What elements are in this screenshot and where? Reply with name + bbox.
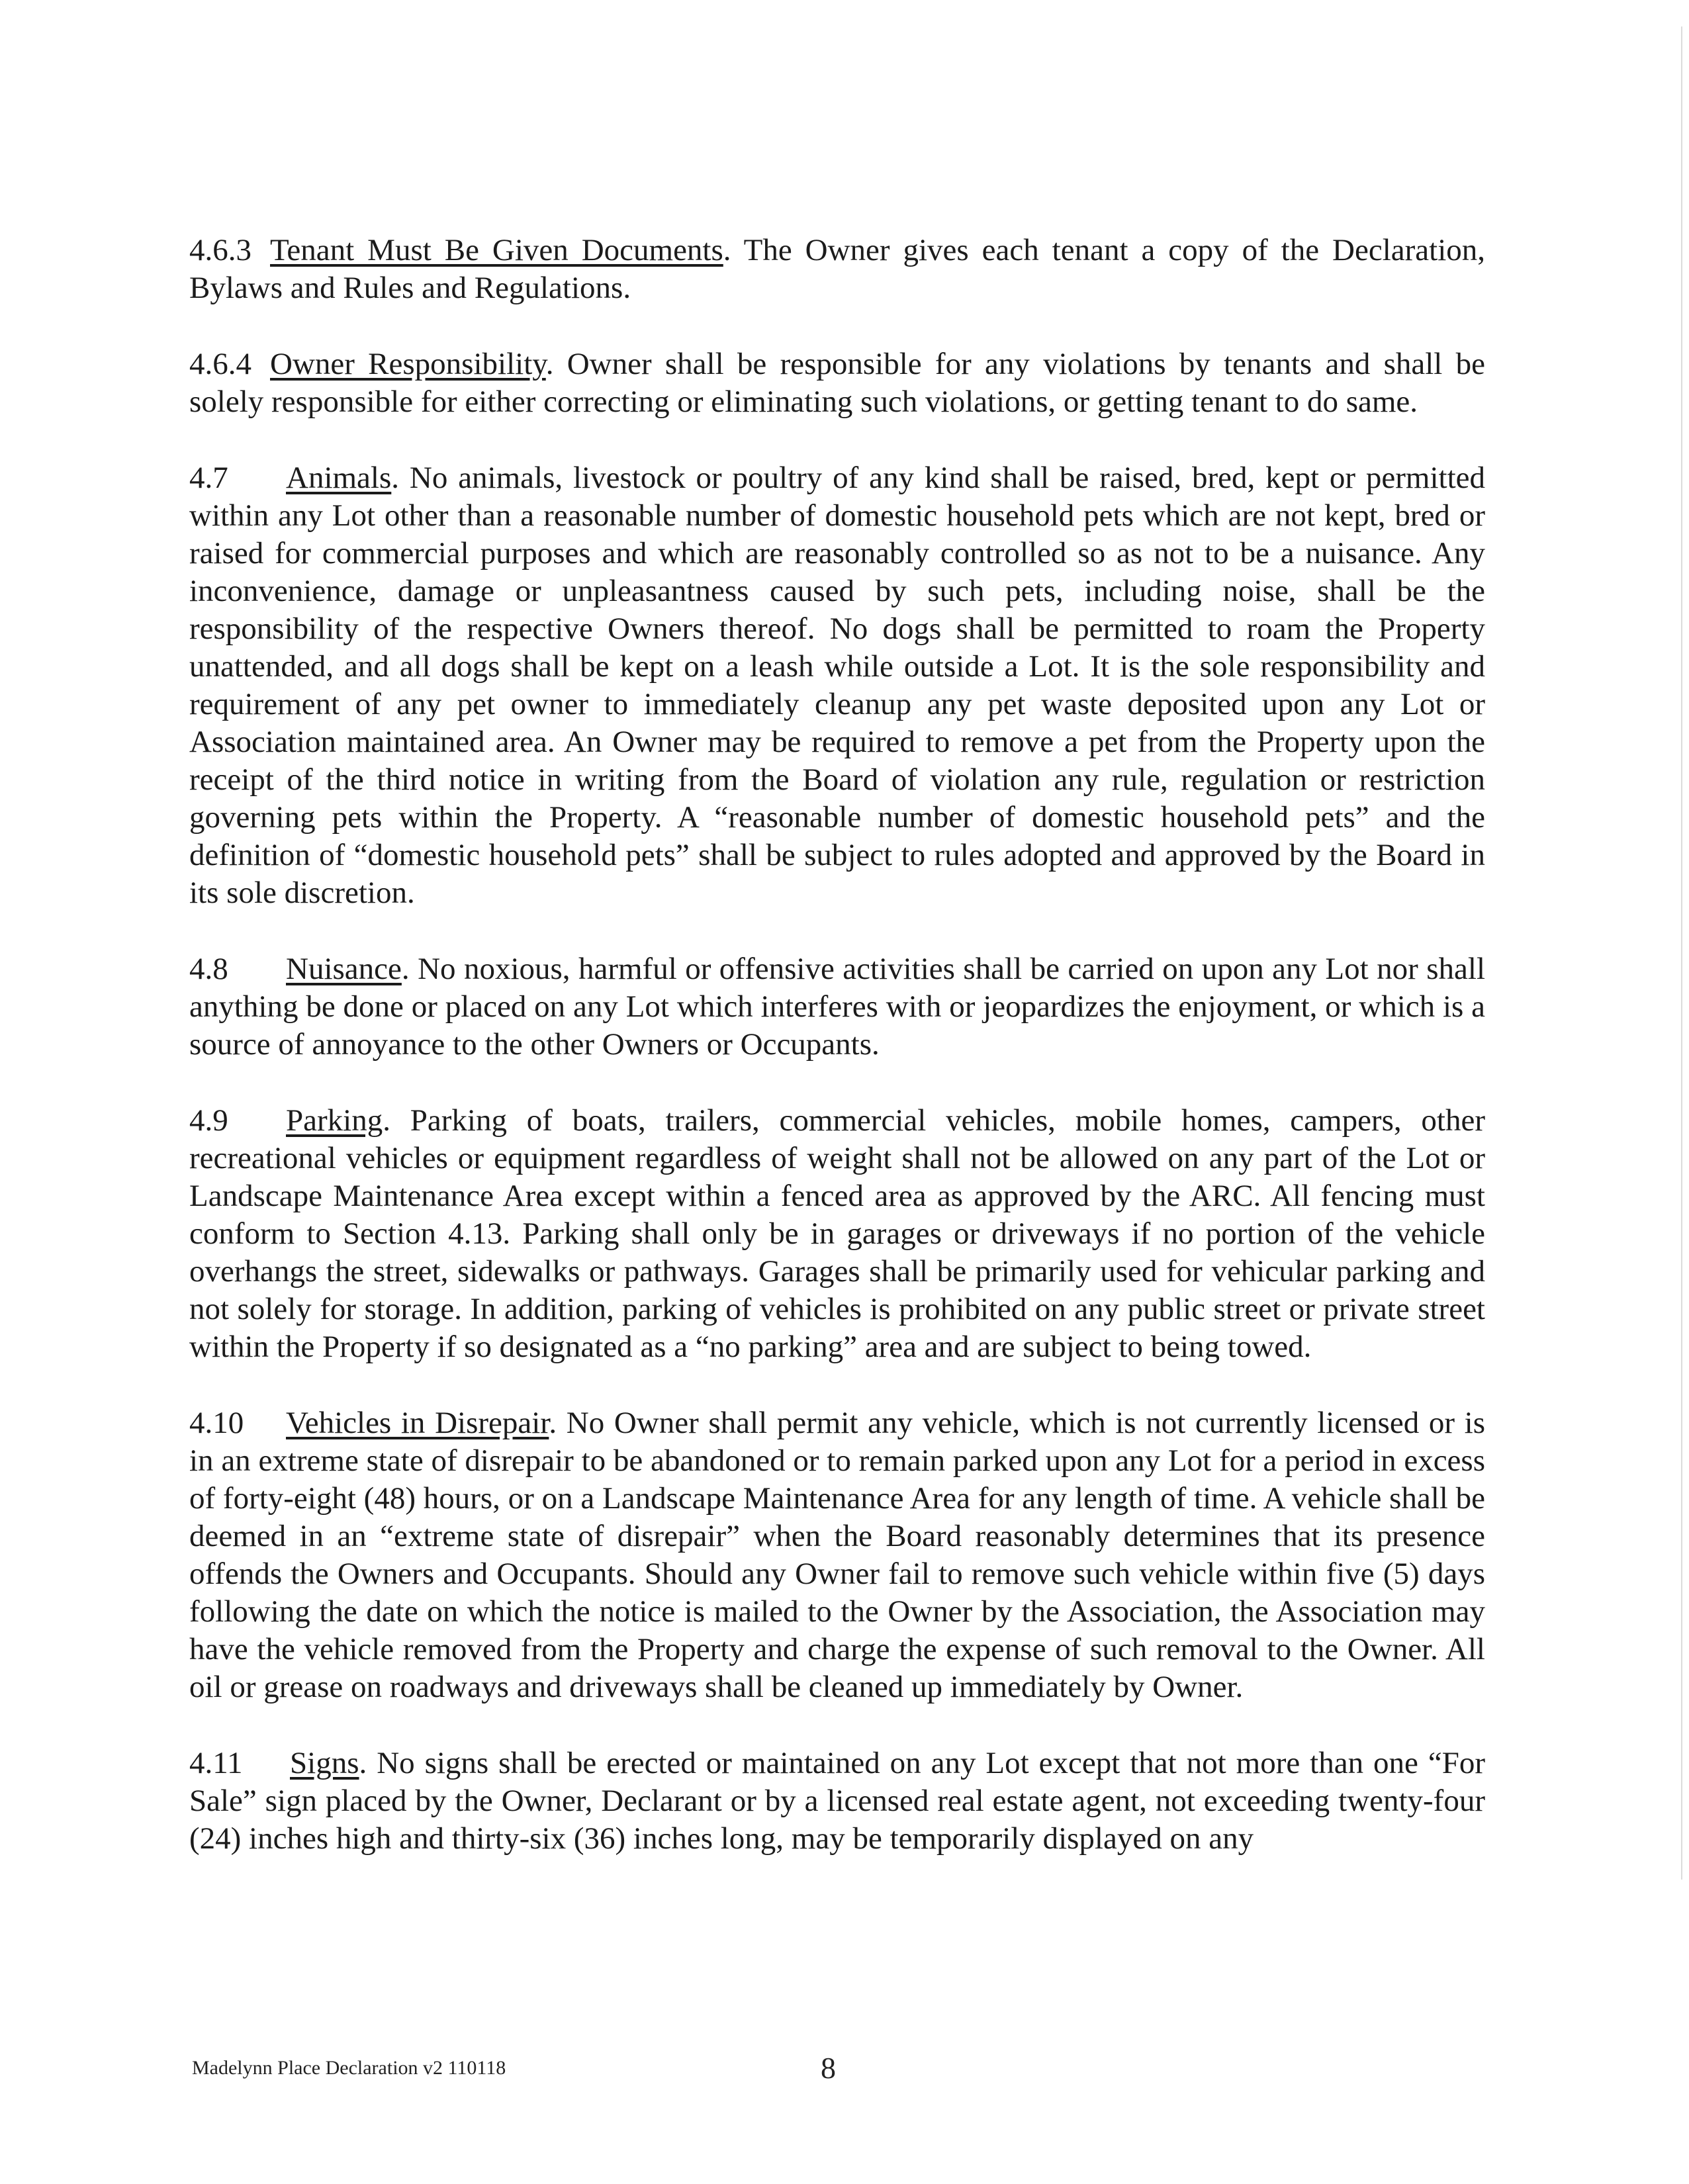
section-heading: Parking [286,1103,383,1138]
section-4-8 [189,950,1485,1064]
section-heading: Owner Responsibility [270,347,546,381]
section-number: 4.7 [189,461,228,495]
section-number: 4.6.4 [189,347,251,381]
section-4-9 [189,1102,1485,1366]
section-4-6-4 [189,345,1485,421]
section-text: . No Owner shall permit any vehicle, which is not currently licensed or is in an extreme state of disrepair to be abandoned or to remain parked upon any Lot for a period in excess of forty-eight (48) hours, or on a Landscape Maintenance Area for any length of time. A vehicle shall be deemed in an “extreme state of disrepair” when the Board reasonably determines that its presence offends the Owners and Occupants. Should any Owner fail to remove such vehicle within five (5) days following the date on which the notice is mailed to the Owner by the Association, the Association may have the vehicle removed from the Property and charge the expense of such removal to the Owner. All oil or grease on roadways and driveways shall be cleaned up immediately by Owner. [189,1406,1486,1704]
section-4-6-3 [189,232,1485,307]
section-text: . No signs shall be erected or maintained on any Lot except that not more than one “For Sale” sign placed by the Owner, Declarant or by a licensed real estate agent, not exceeding twenty-four (24) inches high and thirty-six (36) inches long, may be temporarily displayed on any [189,1746,1485,1856]
section-number: 4.9 [189,1103,228,1138]
section-heading: Tenant Must Be Given Documents [270,233,723,267]
section-number: 4.10 [189,1406,244,1440]
document-body [189,232,1485,1896]
section-heading: Animals [286,461,392,495]
section-number: 4.11 [189,1746,243,1780]
section-4-10 [189,1404,1485,1706]
scan-edge-line [1681,26,1682,1880]
section-number: 4.6.3 [189,233,251,267]
section-4-7 [189,459,1485,912]
section-4-11 [189,1745,1485,1858]
section-text: . No animals, livestock or poultry of any kind shall be raised, bred, kept or permitted within any Lot other than a reasonable number of domestic household pets which are not kept, bred or raised for commercial purposes and which are reasonably controlled so as not to be a nuisance. Any inconvenience, damage or unpleasantness caused by such pets, including noise, shall be the responsibility of the respective Owners thereof. No dogs shall be permitted to roam the Property unattended, and all dogs shall be kept on a leash while outside a Lot. It is the sole responsibility and requirement of any pet owner to immediately cleanup any pet waste deposited upon any Lot or Association maintained area. An Owner may be required to remove a pet from the Property upon the receipt of the third notice in writing from the Board of violation any rule, regulation or restriction governing pets within the Property. A “reasonable number of domestic household pets” and the definition of “domestic household pets” shall be subject to rules adopted and approved by the Board in its sole discretion. [189,461,1485,910]
section-text: . The Owner gives each tenant a copy of the Declaration, Bylaws and Rules and Regulations. [189,233,1485,305]
section-text: . Parking of boats, trailers, commercial vehicles, mobile homes, campers, other recreational vehicles or equipment regardless of weight shall not be allowed on any part of the Lot or Landscape Maintenance Area except within a fenced area as approved by the ARC. All fencing must conform to Section 4.13. Parking shall only be in garages or driveways if no portion of the vehicle overhangs the street, sidewalks or pathways. Garages shall be primarily used for vehicular parking and not solely for storage. In addition, parking of vehicles is prohibited on any public street or private street within the Property if so designated as a “no parking” area and are subject to being towed. [189,1103,1485,1364]
section-text: . No noxious, harmful or offensive activities shall be carried on upon any Lot nor shall anything be done or placed on any Lot which interferes with or jeopardizes the enjoyment, or which is a source of annoyance to the other Owners or Occupants. [189,952,1485,1062]
section-number: 4.8 [189,952,228,986]
section-heading: Vehicles in Disrepair [286,1406,549,1440]
section-heading: Nuisance [286,952,402,986]
footer-document-name: Madelynn Place Declaration v2 110118 [192,2057,506,2079]
section-text: . Owner shall be responsible for any violations by tenants and shall be solely responsible for either correcting or eliminating such violations, or getting tenant to do same. [189,347,1485,419]
section-heading: Signs [290,1746,359,1780]
footer-page-number: 8 [821,2051,836,2085]
